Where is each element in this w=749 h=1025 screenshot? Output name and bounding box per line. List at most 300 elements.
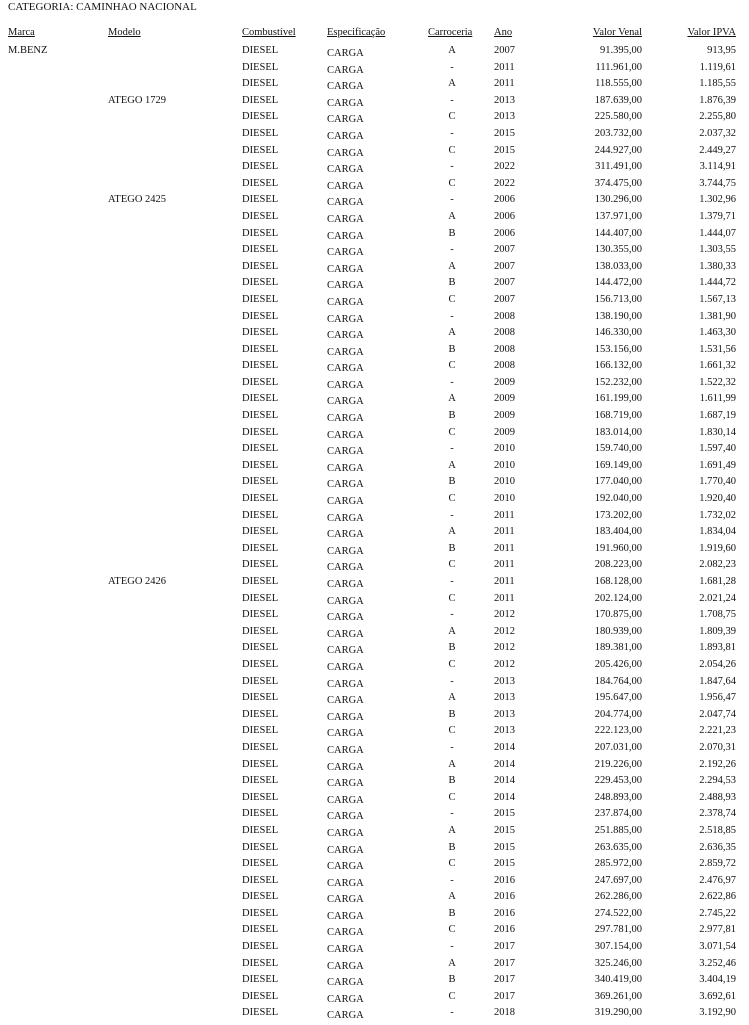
cell-modelo: ATEGO 2426 xyxy=(108,576,167,587)
cell-valor-venal: 248.893,00 xyxy=(594,791,642,803)
cell-especificacao: CARGA xyxy=(327,861,364,873)
cell-ano: 2015 xyxy=(494,824,515,836)
cell-combustivel: DIESEL xyxy=(242,410,279,422)
cell-valor-venal: 274.522,00 xyxy=(594,907,642,919)
cell-ano: 2014 xyxy=(494,775,515,787)
table-row xyxy=(0,674,749,691)
cell-valor-venal: 159.740,00 xyxy=(594,443,642,455)
cell-especificacao: CARGA xyxy=(327,910,364,922)
cell-especificacao: CARGA xyxy=(327,529,364,541)
cell-especificacao: CARGA xyxy=(327,429,364,441)
column-header-carroceria: Carroceria xyxy=(428,27,473,38)
cell-combustivel: DIESEL xyxy=(242,376,279,388)
cell-especificacao: CARGA xyxy=(327,280,364,292)
cell-valor-venal: 144.407,00 xyxy=(594,227,642,239)
cell-carroceria: A xyxy=(448,692,456,704)
cell-combustivel: DIESEL xyxy=(242,476,279,488)
cell-valor-venal: 187.639,00 xyxy=(594,94,642,106)
cell-combustivel: DIESEL xyxy=(242,675,279,687)
cell-valor-ipva: 3.114,91 xyxy=(699,161,736,173)
cell-combustivel: DIESEL xyxy=(242,725,279,737)
cell-carroceria: - xyxy=(450,576,454,587)
cell-especificacao: CARGA xyxy=(327,114,364,126)
table-row xyxy=(0,856,749,873)
cell-especificacao: CARGA xyxy=(327,827,364,839)
cell-valor-venal: 169.149,00 xyxy=(594,459,642,471)
column-header-combustivel: Combustível xyxy=(242,27,296,38)
cell-valor-venal: 192.040,00 xyxy=(594,493,642,505)
cell-valor-ipva: 1.119,61 xyxy=(699,61,736,73)
cell-especificacao: CARGA xyxy=(327,678,364,690)
cell-especificacao: CARGA xyxy=(327,296,364,308)
cell-combustivel: DIESEL xyxy=(242,1007,279,1019)
cell-carroceria: - xyxy=(450,310,454,322)
cell-especificacao: CARGA xyxy=(327,877,364,889)
cell-ano: 2009 xyxy=(494,376,515,388)
cell-valor-ipva: 2.378,74 xyxy=(699,808,736,820)
cell-valor-ipva: 2.054,26 xyxy=(699,658,736,670)
cell-valor-venal: 138.190,00 xyxy=(594,310,642,322)
cell-ano: 2013 xyxy=(494,725,515,737)
cell-ano: 2013 xyxy=(494,692,515,704)
cell-ano: 2011 xyxy=(494,592,515,604)
cell-combustivel: DIESEL xyxy=(242,78,279,90)
cell-valor-ipva: 2.294,53 xyxy=(699,775,736,787)
table-row xyxy=(0,939,749,956)
cell-carroceria: A xyxy=(448,526,456,538)
cell-especificacao: CARGA xyxy=(327,479,364,491)
cell-carroceria: C xyxy=(448,990,456,1002)
cell-especificacao: CARGA xyxy=(327,744,364,756)
table-row xyxy=(0,176,749,193)
cell-especificacao: CARGA xyxy=(327,728,364,740)
cell-valor-ipva: 1.893,81 xyxy=(699,642,736,654)
cell-valor-venal: 184.764,00 xyxy=(594,675,642,687)
cell-especificacao: CARGA xyxy=(327,761,364,773)
table-row xyxy=(0,93,749,110)
cell-carroceria: - xyxy=(450,808,454,820)
table-row xyxy=(0,840,749,857)
column-header-modelo: Modelo xyxy=(108,27,141,38)
cell-carroceria: A xyxy=(448,393,456,405)
table-row xyxy=(0,408,749,425)
cell-especificacao: CARGA xyxy=(327,413,364,425)
cell-ano: 2009 xyxy=(494,393,515,405)
cell-ano: 2012 xyxy=(494,658,515,670)
cell-combustivel: DIESEL xyxy=(242,924,279,936)
cell-valor-venal: 153.156,00 xyxy=(594,343,642,355)
cell-ano: 2013 xyxy=(494,94,515,106)
cell-especificacao: CARGA xyxy=(327,993,364,1005)
cell-valor-venal: 229.453,00 xyxy=(594,775,642,787)
column-header-especificacao: Especificação xyxy=(327,27,386,38)
table-row xyxy=(0,1005,749,1022)
table-row xyxy=(0,640,749,657)
cell-carroceria: A xyxy=(448,327,456,339)
cell-valor-ipva: 1.444,07 xyxy=(699,227,736,239)
cell-ano: 2011 xyxy=(494,509,515,521)
cell-ano: 2015 xyxy=(494,144,515,156)
table-row xyxy=(0,474,749,491)
cell-especificacao: CARGA xyxy=(327,628,364,640)
cell-carroceria: - xyxy=(450,1007,454,1019)
table-row xyxy=(0,458,749,475)
table-row xyxy=(0,192,749,209)
cell-combustivel: DIESEL xyxy=(242,194,279,206)
column-header-valor-ipva: Valor IPVA xyxy=(687,27,736,38)
cell-combustivel: DIESEL xyxy=(242,841,279,853)
cell-ano: 2013 xyxy=(494,708,515,720)
table-row xyxy=(0,43,749,60)
cell-combustivel: DIESEL xyxy=(242,493,279,505)
cell-combustivel: DIESEL xyxy=(242,443,279,455)
cell-carroceria: - xyxy=(450,675,454,687)
cell-combustivel: DIESEL xyxy=(242,360,279,372)
cell-combustivel: DIESEL xyxy=(242,941,279,953)
cell-valor-venal: 177.040,00 xyxy=(594,476,642,488)
cell-ano: 2008 xyxy=(494,360,515,372)
cell-ano: 2012 xyxy=(494,609,515,621)
cell-combustivel: DIESEL xyxy=(242,45,279,56)
cell-valor-venal: 138.033,00 xyxy=(594,260,642,272)
cell-valor-ipva: 3.404,19 xyxy=(699,974,736,986)
cell-modelo: ATEGO 1729 xyxy=(108,94,167,106)
cell-valor-venal: 173.202,00 xyxy=(594,509,642,521)
cell-ano: 2022 xyxy=(494,161,515,173)
cell-valor-ipva: 1.531,56 xyxy=(699,343,736,355)
table-row xyxy=(0,740,749,757)
cell-carroceria: C xyxy=(448,658,456,670)
cell-valor-ipva: 913,95 xyxy=(707,45,736,56)
cell-especificacao: CARGA xyxy=(327,894,364,906)
table-row xyxy=(0,292,749,309)
cell-valor-venal: 111.961,00 xyxy=(595,61,642,73)
cell-carroceria: - xyxy=(450,244,454,256)
cell-ano: 2011 xyxy=(494,61,515,73)
table-row xyxy=(0,922,749,939)
cell-carroceria: C xyxy=(448,144,456,156)
cell-ano: 2017 xyxy=(494,957,515,969)
cell-ano: 2007 xyxy=(494,260,515,272)
cell-especificacao: CARGA xyxy=(327,97,364,109)
table-row xyxy=(0,657,749,674)
table-row xyxy=(0,242,749,259)
cell-valor-ipva: 2.488,93 xyxy=(699,791,736,803)
cell-combustivel: DIESEL xyxy=(242,426,279,438)
cell-especificacao: CARGA xyxy=(327,462,364,474)
cell-combustivel: DIESEL xyxy=(242,61,279,73)
cell-ano: 2014 xyxy=(494,791,515,803)
cell-ano: 2007 xyxy=(494,244,515,256)
cell-valor-venal: 297.781,00 xyxy=(594,924,642,936)
cell-valor-venal: 251.885,00 xyxy=(594,824,642,836)
cell-valor-ipva: 2.636,35 xyxy=(699,841,736,853)
cell-combustivel: DIESEL xyxy=(242,526,279,538)
table-row xyxy=(0,126,749,143)
table-row xyxy=(0,972,749,989)
cell-valor-venal: 340.419,00 xyxy=(594,974,642,986)
cell-valor-venal: 225.580,00 xyxy=(594,111,642,123)
cell-valor-ipva: 1.379,71 xyxy=(699,210,736,222)
cell-valor-ipva: 1.567,13 xyxy=(699,293,736,305)
cell-valor-venal: 161.199,00 xyxy=(594,393,642,405)
cell-valor-venal: 144.472,00 xyxy=(594,277,642,289)
cell-combustivel: DIESEL xyxy=(242,808,279,820)
cell-valor-ipva: 2.518,85 xyxy=(699,824,736,836)
cell-especificacao: CARGA xyxy=(327,579,364,590)
cell-valor-ipva: 2.082,23 xyxy=(699,559,736,571)
cell-ano: 2006 xyxy=(494,210,515,222)
cell-ano: 2016 xyxy=(494,907,515,919)
cell-combustivel: DIESEL xyxy=(242,658,279,670)
cell-valor-venal: 205.426,00 xyxy=(594,658,642,670)
column-header-marca: Marca xyxy=(8,27,35,38)
cell-marca: M.BENZ xyxy=(8,45,48,56)
cell-carroceria: B xyxy=(448,476,456,488)
cell-valor-ipva: 3.192,90 xyxy=(699,1007,736,1019)
cell-carroceria: - xyxy=(450,741,454,753)
cell-ano: 2006 xyxy=(494,194,515,206)
cell-carroceria: B xyxy=(448,227,456,239)
cell-ano: 2010 xyxy=(494,459,515,471)
cell-carroceria: C xyxy=(448,858,456,870)
cell-combustivel: DIESEL xyxy=(242,459,279,471)
cell-valor-venal: 208.223,00 xyxy=(594,559,642,571)
cell-ano: 2012 xyxy=(494,625,515,637)
cell-especificacao: CARGA xyxy=(327,213,364,225)
cell-combustivel: DIESEL xyxy=(242,592,279,604)
cell-carroceria: C xyxy=(448,360,456,372)
cell-carroceria: C xyxy=(448,791,456,803)
cell-carroceria: C xyxy=(448,111,456,123)
table-row xyxy=(0,491,749,508)
cell-ano: 2008 xyxy=(494,310,515,322)
cell-ano: 2016 xyxy=(494,924,515,936)
cell-ano: 2007 xyxy=(494,293,515,305)
table-row xyxy=(0,591,749,608)
cell-especificacao: CARGA xyxy=(327,48,364,59)
table-row xyxy=(0,524,749,541)
cell-combustivel: DIESEL xyxy=(242,244,279,256)
table-row xyxy=(0,226,749,243)
cell-especificacao: CARGA xyxy=(327,944,364,956)
table-row xyxy=(0,873,749,890)
cell-especificacao: CARGA xyxy=(327,263,364,275)
cell-combustivel: DIESEL xyxy=(242,111,279,123)
cell-valor-venal: 183.404,00 xyxy=(594,526,642,538)
table-row xyxy=(0,159,749,176)
cell-valor-venal: 91.395,00 xyxy=(600,45,642,56)
cell-valor-venal: 156.713,00 xyxy=(594,293,642,305)
cell-combustivel: DIESEL xyxy=(242,393,279,405)
cell-combustivel: DIESEL xyxy=(242,692,279,704)
cell-combustivel: DIESEL xyxy=(242,625,279,637)
cell-valor-ipva: 1.303,55 xyxy=(699,244,736,256)
cell-carroceria: B xyxy=(448,542,456,554)
cell-carroceria: B xyxy=(448,907,456,919)
cell-combustivel: DIESEL xyxy=(242,642,279,654)
cell-valor-ipva: 1.444,72 xyxy=(699,277,736,289)
cell-combustivel: DIESEL xyxy=(242,542,279,554)
cell-valor-ipva: 1.463,30 xyxy=(699,327,736,339)
cell-especificacao: CARGA xyxy=(327,81,364,93)
cell-valor-ipva: 3.744,75 xyxy=(699,177,736,189)
cell-valor-venal: 180.939,00 xyxy=(594,625,642,637)
cell-especificacao: CARGA xyxy=(327,711,364,723)
table-row xyxy=(0,209,749,226)
cell-especificacao: CARGA xyxy=(327,960,364,972)
cell-valor-venal: 130.296,00 xyxy=(594,194,642,206)
cell-especificacao: CARGA xyxy=(327,197,364,209)
cell-valor-venal: 244.927,00 xyxy=(594,144,642,156)
cell-valor-ipva: 2.192,26 xyxy=(699,758,736,770)
cell-especificacao: CARGA xyxy=(327,778,364,790)
cell-ano: 2009 xyxy=(494,426,515,438)
cell-valor-venal: 170.875,00 xyxy=(594,609,642,621)
cell-carroceria: C xyxy=(448,293,456,305)
cell-carroceria: C xyxy=(448,177,456,189)
cell-carroceria: - xyxy=(450,443,454,455)
table-row xyxy=(0,358,749,375)
cell-ano: 2011 xyxy=(494,78,515,90)
table-row xyxy=(0,557,749,574)
cell-valor-venal: 137.971,00 xyxy=(594,210,642,222)
cell-ano: 2014 xyxy=(494,741,515,753)
cell-combustivel: DIESEL xyxy=(242,343,279,355)
cell-carroceria: B xyxy=(448,343,456,355)
cell-especificacao: CARGA xyxy=(327,695,364,707)
cell-valor-venal: 202.124,00 xyxy=(594,592,642,604)
cell-valor-venal: 204.774,00 xyxy=(594,708,642,720)
table-row xyxy=(0,607,749,624)
cell-modelo: ATEGO 2425 xyxy=(108,194,167,206)
cell-valor-venal: 285.972,00 xyxy=(594,858,642,870)
cell-ano: 2016 xyxy=(494,874,515,886)
cell-ano: 2017 xyxy=(494,941,515,953)
cell-combustivel: DIESEL xyxy=(242,127,279,139)
table-row xyxy=(0,309,749,326)
cell-carroceria: B xyxy=(448,642,456,654)
cell-carroceria: C xyxy=(448,426,456,438)
cell-especificacao: CARGA xyxy=(327,396,364,408)
cell-carroceria: B xyxy=(448,775,456,787)
cell-carroceria: C xyxy=(448,559,456,571)
cell-valor-ipva: 2.449,27 xyxy=(699,144,736,156)
table-row xyxy=(0,989,749,1006)
cell-especificacao: CARGA xyxy=(327,379,364,391)
cell-ano: 2012 xyxy=(494,642,515,654)
cell-valor-ipva: 1.597,40 xyxy=(699,443,736,455)
cell-carroceria: C xyxy=(448,493,456,505)
cell-valor-ipva: 1.681,28 xyxy=(699,576,736,587)
cell-carroceria: A xyxy=(448,824,456,836)
cell-carroceria: - xyxy=(450,376,454,388)
cell-valor-venal: 319.290,00 xyxy=(594,1007,642,1019)
cell-carroceria: - xyxy=(450,61,454,73)
cell-valor-venal: 130.355,00 xyxy=(594,244,642,256)
cell-ano: 2010 xyxy=(494,476,515,488)
cell-carroceria: - xyxy=(450,194,454,206)
cell-especificacao: CARGA xyxy=(327,927,364,939)
table-row xyxy=(0,109,749,126)
cell-carroceria: A xyxy=(448,957,456,969)
table-row xyxy=(0,889,749,906)
cell-especificacao: CARGA xyxy=(327,612,364,624)
table-row xyxy=(0,275,749,292)
cell-valor-ipva: 2.047,74 xyxy=(699,708,736,720)
cell-valor-ipva: 2.622,86 xyxy=(699,891,736,903)
cell-valor-ipva: 1.522,32 xyxy=(699,376,736,388)
vehicle-table-body xyxy=(0,43,749,1022)
cell-valor-ipva: 1.809,39 xyxy=(699,625,736,637)
cell-carroceria: B xyxy=(448,841,456,853)
cell-valor-venal: 237.874,00 xyxy=(594,808,642,820)
cell-ano: 2022 xyxy=(494,177,515,189)
cell-especificacao: CARGA xyxy=(327,645,364,657)
cell-valor-venal: 189.381,00 xyxy=(594,642,642,654)
cell-especificacao: CARGA xyxy=(327,180,364,192)
table-row xyxy=(0,574,749,591)
cell-especificacao: CARGA xyxy=(327,147,364,159)
cell-ano: 2010 xyxy=(494,493,515,505)
cell-valor-ipva: 1.920,40 xyxy=(699,493,736,505)
cell-carroceria: - xyxy=(450,94,454,106)
cell-combustivel: DIESEL xyxy=(242,177,279,189)
cell-combustivel: DIESEL xyxy=(242,974,279,986)
table-row xyxy=(0,143,749,160)
cell-combustivel: DIESEL xyxy=(242,791,279,803)
cell-combustivel: DIESEL xyxy=(242,708,279,720)
table-row xyxy=(0,790,749,807)
cell-carroceria: A xyxy=(448,625,456,637)
cell-especificacao: CARGA xyxy=(327,330,364,342)
cell-valor-ipva: 2.221,23 xyxy=(699,725,736,737)
cell-valor-ipva: 1.732,02 xyxy=(699,509,736,521)
cell-valor-venal: 311.491,00 xyxy=(595,161,642,173)
cell-valor-ipva: 1.687,19 xyxy=(699,410,736,422)
cell-combustivel: DIESEL xyxy=(242,891,279,903)
table-row xyxy=(0,259,749,276)
table-row xyxy=(0,757,749,774)
cell-especificacao: CARGA xyxy=(327,811,364,823)
table-row xyxy=(0,441,749,458)
table-row xyxy=(0,60,749,77)
cell-combustivel: DIESEL xyxy=(242,907,279,919)
cell-carroceria: A xyxy=(448,459,456,471)
cell-valor-venal: 168.128,00 xyxy=(594,576,642,587)
cell-valor-venal: 247.697,00 xyxy=(594,874,642,886)
cell-carroceria: A xyxy=(448,758,456,770)
cell-ano: 2015 xyxy=(494,808,515,820)
table-row xyxy=(0,707,749,724)
cell-ano: 2018 xyxy=(494,1007,515,1019)
table-row xyxy=(0,956,749,973)
cell-valor-venal: 262.286,00 xyxy=(594,891,642,903)
cell-especificacao: CARGA xyxy=(327,230,364,242)
cell-especificacao: CARGA xyxy=(327,496,364,508)
cell-valor-venal: 195.647,00 xyxy=(594,692,642,704)
cell-valor-ipva: 1.691,49 xyxy=(699,459,736,471)
cell-especificacao: CARGA xyxy=(327,545,364,557)
cell-valor-ipva: 3.692,61 xyxy=(699,990,736,1002)
cell-especificacao: CARGA xyxy=(327,247,364,259)
cell-especificacao: CARGA xyxy=(327,595,364,607)
cell-especificacao: CARGA xyxy=(327,313,364,325)
cell-carroceria: A xyxy=(448,210,456,222)
cell-valor-ipva: 2.859,72 xyxy=(699,858,736,870)
cell-valor-ipva: 2.021,24 xyxy=(699,592,736,604)
table-row xyxy=(0,342,749,359)
